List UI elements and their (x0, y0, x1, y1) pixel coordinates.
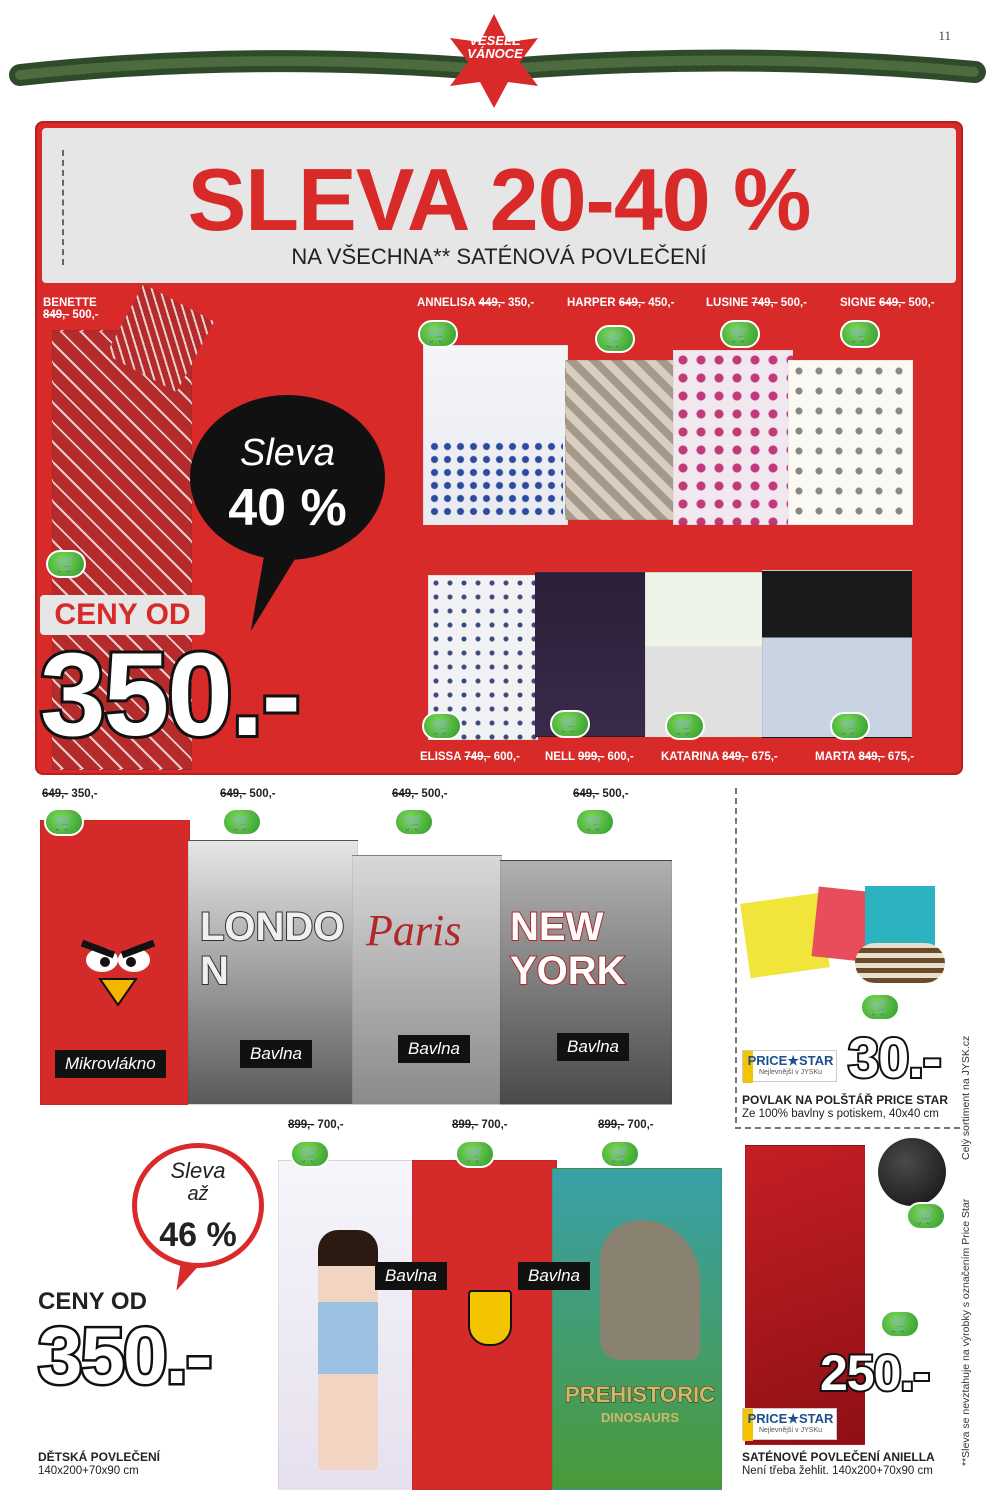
side-notes (958, 1035, 988, 1480)
prehistoric-print: PREHISTORIC (565, 1382, 715, 1407)
product-label-lusine: LUSINE 749,- 500,- (706, 297, 808, 309)
ceny-od-label: CENY OD (38, 1288, 147, 1315)
product-image-nell[interactable] (535, 572, 647, 737)
material-tag: Bavlna (518, 1262, 590, 1290)
pillow-title: POVLAK NA POLŠTÁŘ PRICE STAR (742, 1093, 949, 1107)
cart-icon[interactable]: 🛒 (222, 808, 262, 836)
product-image-lusine[interactable] (673, 350, 793, 525)
cart-icon[interactable]: 🛒 (422, 712, 462, 740)
section-divider (735, 1127, 960, 1129)
material-tag: Bavlna (375, 1262, 447, 1290)
product-label-marta: MARTA 849,- 675,- (815, 751, 915, 763)
material-tag: Bavlna (240, 1040, 312, 1068)
xmas-badge-text: VESELÉ VÁNOCE (467, 33, 523, 61)
product-label-elissa: ELISSA 749,- 600,- (420, 751, 520, 763)
violetta-figure (318, 1230, 378, 1470)
kids-caption-sub: 140x200+70x90 cm (38, 1465, 139, 1477)
product-label-signe: SIGNE 649,- 500,- (840, 297, 935, 309)
product-image-paris[interactable] (352, 855, 502, 1105)
big-price: 350.- (38, 1311, 211, 1400)
cart-icon[interactable]: 🛒 (595, 325, 635, 353)
aniella-sub: Není třeba žehlit. 140x200+70x90 cm (742, 1465, 933, 1477)
product-label-harper: HARPER 649,- 450,- (567, 297, 675, 309)
price-violetta: 899,- 700,- (288, 1119, 344, 1131)
product-label-benette: BENETTE 849,- 500,- (43, 297, 99, 321)
pillow-sub: Ze 100% bavlny s potiskem, 40x40 cm (742, 1108, 939, 1120)
cart-icon[interactable]: 🛒 (665, 712, 705, 740)
cart-icon[interactable]: 🛒 (860, 993, 900, 1021)
page-number: 11 (938, 28, 951, 43)
paris-print: Paris (366, 906, 462, 955)
cart-icon[interactable]: 🛒 (575, 808, 615, 836)
material-tag: Bavlna (557, 1033, 629, 1061)
material-tag: Mikrovlákno (55, 1050, 166, 1078)
cart-icon[interactable]: 🛒 (290, 1140, 330, 1168)
kids-caption-title: DĚTSKÁ POVLEČENÍ (38, 1450, 161, 1464)
dino-figure (600, 1220, 700, 1360)
sleva-bubble-az: až (187, 1183, 209, 1205)
aniella-title: SATÉNOVÉ POVLEČENÍ ANIELLA (742, 1450, 935, 1464)
section-divider (735, 788, 737, 1123)
price-london: 649,- 500,- (220, 788, 276, 800)
side-note-jysk: Celý sortiment na JYSK.cz (960, 1035, 972, 1160)
london-print: LONDON (200, 905, 345, 993)
cart-icon[interactable]: 🛒 (418, 320, 458, 348)
pillow-price: 30.- (848, 1026, 941, 1089)
price-ferrari: 899,- 700,- (452, 1119, 508, 1131)
cart-icon[interactable]: 🛒 (600, 1140, 640, 1168)
product-image-harper[interactable] (565, 360, 677, 520)
price-star-brand: PRICE★STAR (747, 1411, 834, 1426)
big-price: 350.- (40, 629, 299, 761)
sleva-bubble-percent: 46 % (159, 1216, 237, 1254)
sleva-bubble-label: Sleva (170, 1158, 226, 1183)
cart-icon[interactable]: 🛒 (44, 808, 84, 836)
cart-icon[interactable]: 🛒 (830, 712, 870, 740)
price-angry-birds: 649,- 350,- (42, 788, 98, 800)
ferrari-logo (468, 1290, 512, 1346)
promo-subtitle: NA VŠECHNA** SATÉNOVÁ POVLEČENÍ (291, 244, 707, 269)
ceny-od-label: CENY OD (40, 595, 205, 635)
cart-icon[interactable]: 🛒 (880, 1310, 920, 1338)
product-label-annelisa: ANNELISA 449,- 350,- (417, 297, 535, 309)
price-star-tagline: Nejlevnější v JYSKu (758, 1427, 823, 1434)
angry-bird-face (72, 935, 162, 1015)
price-star-logo (742, 1050, 837, 1082)
cart-icon[interactable]: 🛒 (720, 320, 760, 348)
sleva-bubble-percent: 40 % (228, 479, 347, 537)
new-york-print: NEW YORK (510, 905, 626, 993)
product-image-signe[interactable] (788, 360, 913, 525)
price-star-brand: PRICE★STAR (747, 1053, 834, 1068)
promo-title: SLEVA 20-40 % (187, 150, 811, 249)
dinosaurs-print: DINOSAURS (600, 1410, 679, 1425)
pattern-annelisa (428, 440, 563, 515)
cart-icon[interactable]: 🛒 (455, 1140, 495, 1168)
cart-icon[interactable]: 🛒 (550, 710, 590, 738)
sleva-bubble-label: Sleva (239, 432, 336, 474)
aniella-price: 250.- (820, 1345, 929, 1401)
side-note-sleva: **Sleva se nevztahuje na výrobky s označením Price Star (960, 1198, 972, 1466)
cart-icon[interactable]: 🛒 (46, 550, 86, 578)
price-paris: 649,- 500,- (392, 788, 448, 800)
material-tag: Bavlna (398, 1035, 470, 1063)
product-label-katarina: KATARINA 849,- 675,- (661, 751, 778, 763)
aniella-swatch (878, 1138, 946, 1206)
cart-icon[interactable]: 🛒 (840, 320, 880, 348)
price-prehistoric: 899,- 700,- (598, 1119, 654, 1131)
price-star-tagline: Nejlevnější v JYSKu (758, 1069, 823, 1076)
cart-icon[interactable]: 🛒 (394, 808, 434, 836)
product-label-nell: NELL 999,- 600,- (545, 751, 634, 763)
product-image-pillows[interactable] (745, 878, 955, 988)
price-star-logo (742, 1408, 837, 1440)
price-new-york: 649,- 500,- (573, 788, 629, 800)
cart-icon[interactable]: 🛒 (906, 1202, 946, 1230)
product-image-katarina[interactable] (645, 572, 765, 737)
